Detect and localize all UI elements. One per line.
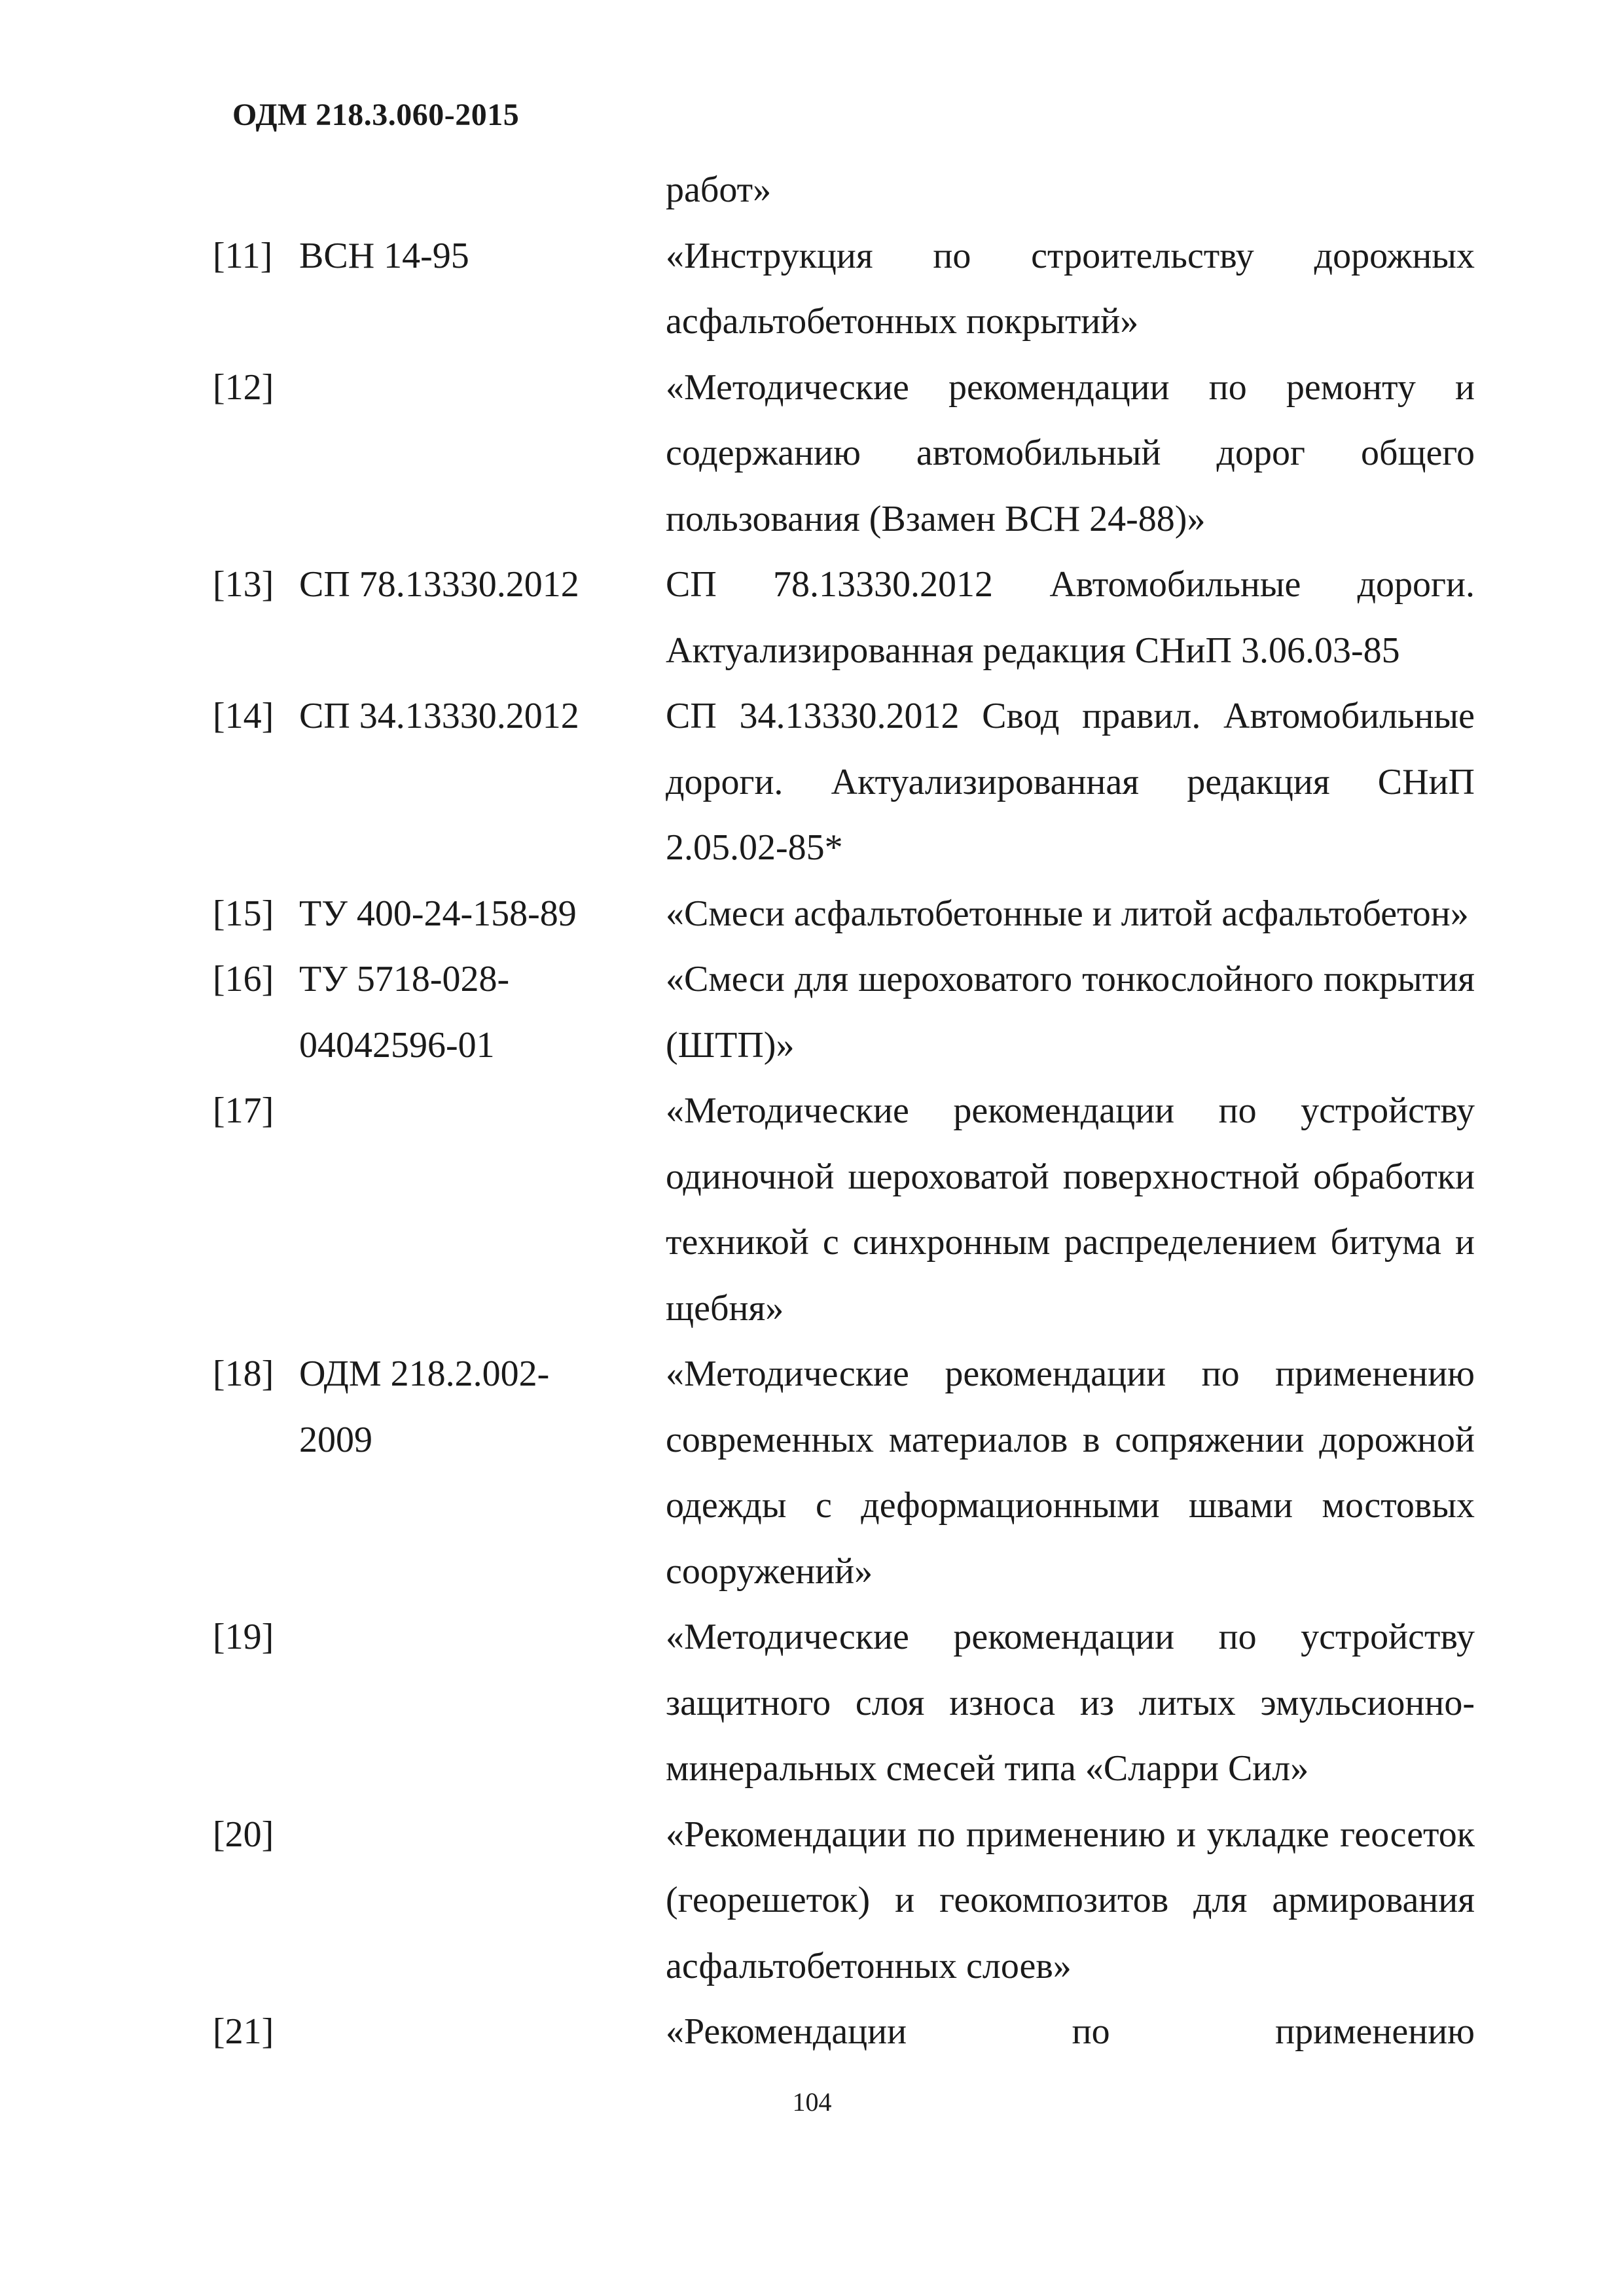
reference-entry	[213, 1802, 1476, 2000]
reference-title: «Рекомендации по применению и укладке геосеток (георешеток) и геокомпозитов для армирования асфальтобетонных слоев»	[666, 1814, 1475, 1986]
reference-number: [14]	[213, 696, 274, 736]
reference-code: ОДМ 218.2.002- 2009	[299, 1354, 550, 1460]
reference-entry	[213, 1604, 1476, 1802]
document-code-header: ОДМ 218.3.060-2015	[232, 98, 520, 132]
reference-entry	[213, 946, 1476, 1078]
reference-title: «Смеси асфальтобетонные и литой асфальтобетон»	[666, 893, 1469, 934]
bibliography-list	[213, 157, 1476, 2065]
reference-number: [21]	[213, 2011, 274, 2052]
reference-code: ТУ 400-24-158-89	[299, 893, 577, 934]
reference-number: [13]	[213, 564, 274, 605]
reference-entry	[213, 683, 1476, 881]
reference-number: [15]	[213, 893, 274, 934]
reference-entry	[213, 1341, 1476, 1604]
reference-title: «Смеси для шероховатого тонкослойного покрытия (ШТП)»	[666, 959, 1475, 1066]
reference-title: СП 78.13330.2012 Автомобильные дороги. Актуализированная редакция СНиП 3.06.03-85	[666, 564, 1475, 671]
reference-number: [20]	[213, 1814, 274, 1855]
reference-title: «Рекомендации по применению	[666, 2011, 1475, 2052]
reference-code: СП 78.13330.2012	[299, 564, 579, 605]
reference-entry	[213, 355, 1476, 552]
reference-title: СП 34.13330.2012 Свод правил. Автомобильные дороги. Актуализированная редакция СНиП 2.05.02-85*	[666, 696, 1475, 868]
reference-title: «Методические рекомендации по устройству защитного слоя износа из литых эмульсионно-минеральных смесей типа «Сларри Сил»	[666, 1617, 1475, 1789]
reference-entry	[213, 552, 1476, 683]
reference-number: [18]	[213, 1354, 274, 1394]
reference-code: СП 34.13330.2012	[299, 696, 579, 736]
reference-code: ТУ 5718-028- 04042596-01	[299, 959, 510, 1066]
reference-entry	[213, 1078, 1476, 1341]
reference-entry	[213, 223, 1476, 355]
reference-title: «Методические рекомендации по ремонту и содержанию автомобильный дорог общего пользования (Взамен ВСН 24-88)»	[666, 367, 1475, 539]
page-number: 104	[792, 2087, 832, 2117]
reference-title: работ»	[666, 170, 772, 210]
reference-number: [12]	[213, 367, 274, 408]
reference-title: «Методические рекомендации по устройству одиночной шероховатой поверхностной обработки техникой с синхронным распределением битума и щебня»	[666, 1090, 1475, 1329]
reference-entry	[213, 881, 1476, 947]
reference-title: «Методические рекомендации по применению современных материалов в сопряжении дорожной одежды с деформационными швами мостовых сооружений»	[666, 1354, 1475, 1592]
reference-number: [19]	[213, 1617, 274, 1657]
reference-entry	[213, 1999, 1476, 2065]
reference-entry	[213, 157, 1476, 223]
reference-number: [16]	[213, 959, 274, 999]
reference-code: ВСН 14-95	[299, 235, 469, 276]
reference-number: [17]	[213, 1090, 274, 1131]
reference-number: [11]	[213, 235, 273, 276]
reference-title: «Инструкция по строительству дорожных асфальтобетонных покрытий»	[666, 235, 1475, 342]
